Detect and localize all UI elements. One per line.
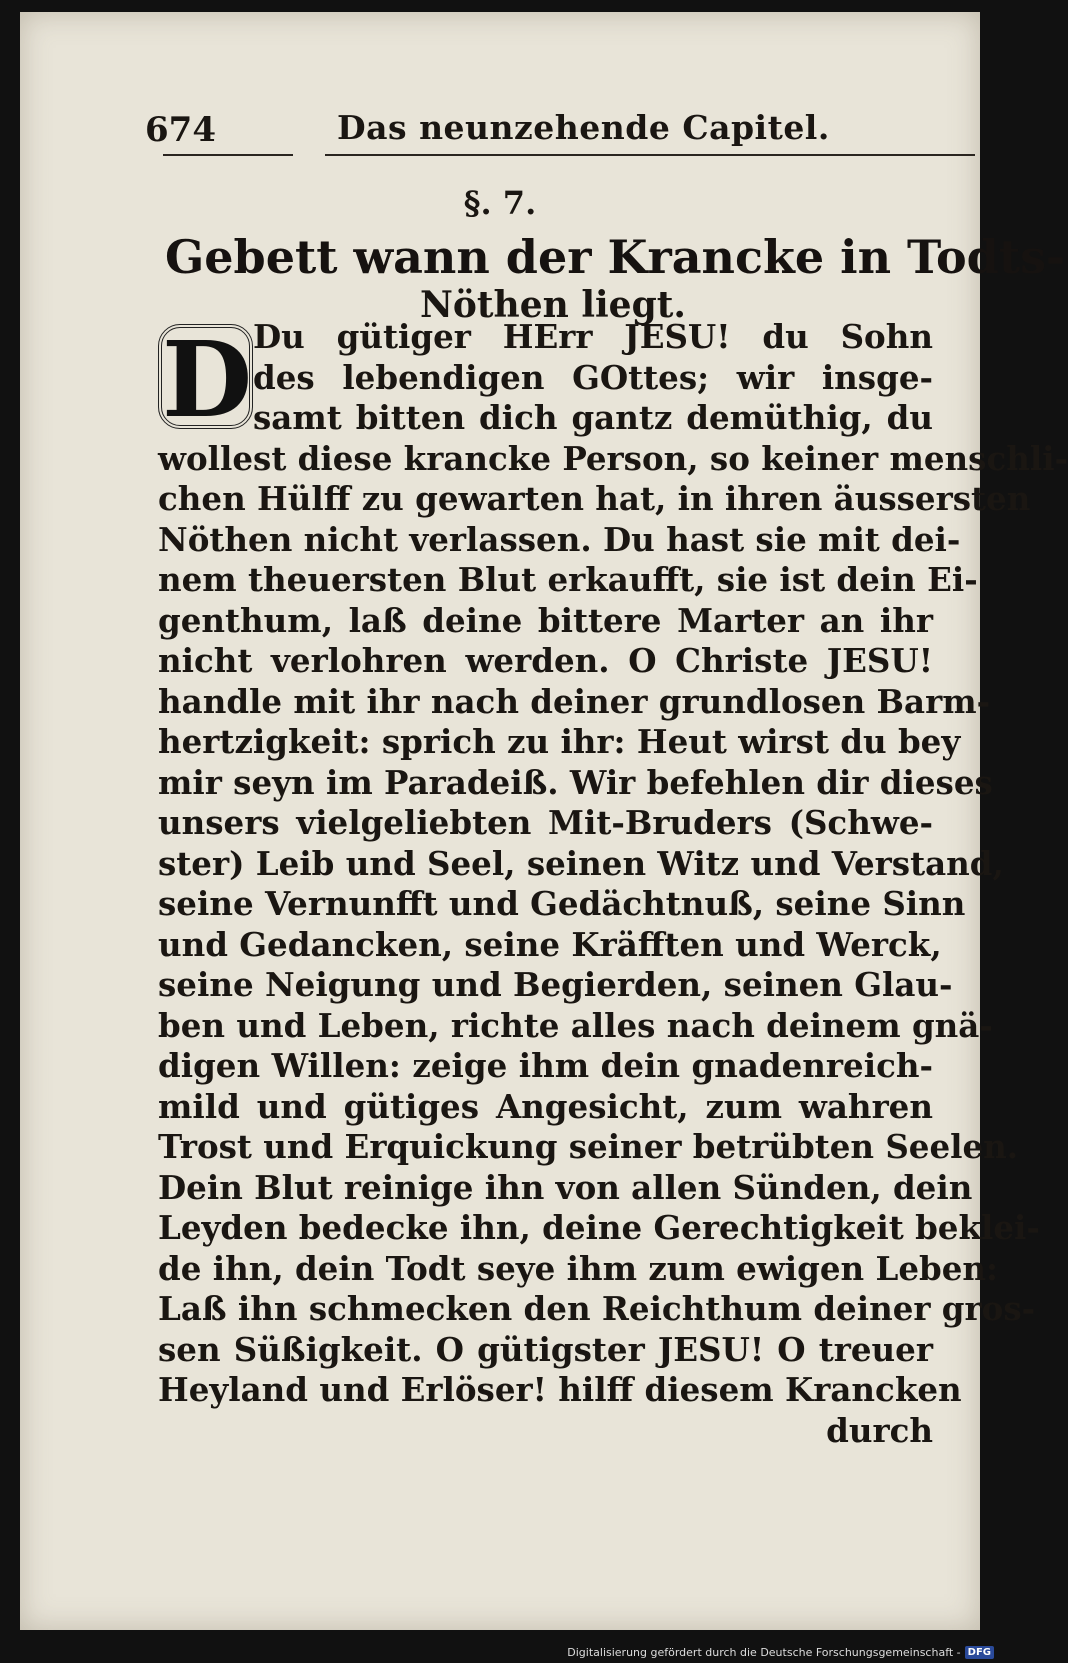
- text-line: Trost und Erquickung seiner betrübten Seelen.: [158, 1127, 1019, 1166]
- text-line: genthum, laß deine bittere Marter an ihr: [158, 600, 933, 640]
- prayer-heading: Gebett wann der Krancke in Todts-: [165, 230, 1066, 284]
- text-line: sen Süßigkeit. O gütigster JESU! O treuer: [158, 1329, 933, 1369]
- text-line: ben und Leben, richte alles nach deinem gnä-: [158, 1005, 993, 1045]
- text-line: Du gütiger HErr JESU! du Sohn: [253, 317, 933, 356]
- text-line: digen Willen: zeige ihm dein gnadenreich-: [158, 1046, 933, 1085]
- text-line: seine Neigung und Begierden, seinen Glau-: [158, 965, 953, 1004]
- text-line: Laß ihn schmecken den Reichthum deiner gros-: [158, 1289, 1036, 1328]
- prayer-text: [158, 317, 1068, 1451]
- section-mark: §. 7.: [463, 184, 537, 222]
- text-line: ster) Leib und Seel, seinen Witz und Verstand,: [158, 843, 1004, 883]
- text-line: Leyden bedecke ihn, deine Gerechtigkeit beklei-: [158, 1208, 1040, 1247]
- footer-credit: Digitalisierung gefördert durch die Deutsche Forschungsgemeinschaft -: [567, 1646, 961, 1659]
- text-line: samt bitten dich gantz demüthig, du: [253, 398, 933, 437]
- text-line: Heyland und Erlöser! hilff diesem Krancken: [158, 1370, 962, 1409]
- text-line: nicht verlohren werden. O Christe JESU!: [158, 641, 933, 680]
- initial-letter: D: [162, 318, 253, 441]
- page-number: 674: [145, 110, 216, 150]
- text-line: unsers vielgeliebten Mit-Bruders (Schwe-: [158, 803, 933, 842]
- dfg-logo: DFG: [965, 1646, 994, 1659]
- text-line: seine Vernunfft und Gedächtnuß, seine Sinn: [158, 884, 966, 923]
- text-line: hertzigkeit: sprich zu ihr: Heut wirst du bey: [158, 722, 961, 761]
- text-line: mild und gütiges Angesicht, zum wahren: [158, 1086, 933, 1126]
- text-line: und Gedancken, seine Kräfften und Werck,: [158, 924, 942, 964]
- text-line: de ihn, dein Todt seye ihm zum ewigen Leben:: [158, 1248, 999, 1288]
- prayer-subheading: Nöthen liegt.: [420, 284, 686, 326]
- header-rule-right: [325, 154, 975, 156]
- header-rule-left: [163, 154, 293, 156]
- text-line: mir seyn im Paradeiß. Wir befehlen dir dieses: [158, 762, 993, 802]
- text-line: durch: [826, 1410, 933, 1450]
- page-header: [145, 110, 975, 152]
- running-head: Das neunzehende Capitel.: [337, 108, 830, 147]
- book-page: [20, 12, 1068, 1630]
- text-line: Nöthen nicht verlassen. Du hast sie mit dei-: [158, 519, 961, 559]
- text-line: Dein Blut reinige ihn von allen Sünden, dein: [158, 1167, 973, 1207]
- text-line: wollest diese krancke Person, so keiner menschli-: [158, 438, 1068, 478]
- text-line: handle mit ihr nach deiner grundlosen Barm-: [158, 681, 991, 721]
- digitization-footer: [567, 1646, 994, 1659]
- text-line: des lebendigen GOttes; wir insge-: [253, 357, 933, 397]
- text-line: chen Hülff zu gewarten hat, in ihren äussersten: [158, 479, 1031, 518]
- text-line: nem theuersten Blut erkaufft, sie ist dein Ei-: [158, 560, 978, 599]
